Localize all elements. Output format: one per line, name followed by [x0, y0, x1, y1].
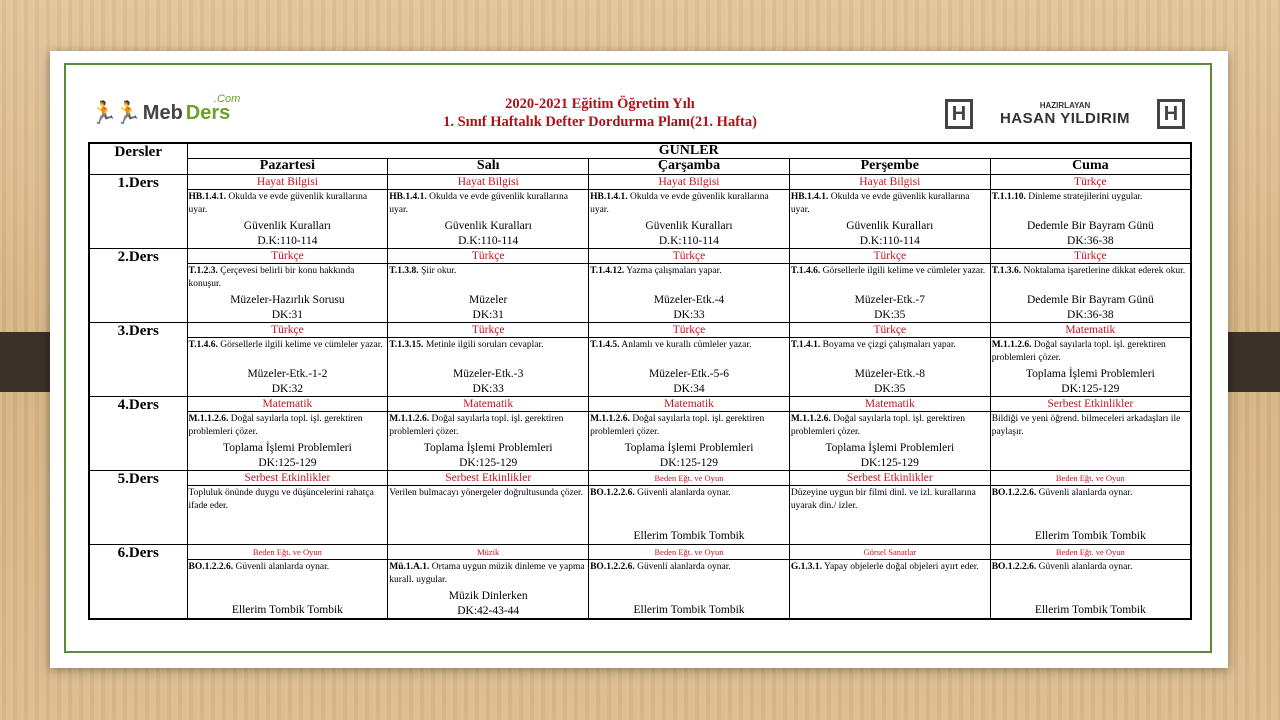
- objective-code: T.1.4.6.: [790, 266, 821, 276]
- objective-text: [188, 412, 388, 441]
- subject-label: Serbest Etkinlikler: [188, 471, 388, 486]
- topic-text: Müzik Dinlerken: [448, 590, 528, 602]
- subject-label: Matematik: [790, 397, 990, 412]
- topic-text: Toplama İşlemi Problemleri: [423, 442, 553, 454]
- objective-code: HB.1.4.1.: [389, 192, 427, 202]
- running-figures-icon: 🏃🏃: [90, 100, 139, 126]
- objective-description: Okulda ve evde güvenlik kurallarına uyar.: [188, 192, 368, 215]
- objective-description: Bildiği ve yeni öğrend. bilmeceleri arkadaşları ile paylaşır.: [991, 414, 1181, 437]
- plan-cell: [589, 175, 790, 249]
- objective-text: [991, 486, 1190, 516]
- subject-label: Matematik: [388, 397, 588, 412]
- dk-pages: DK:35: [874, 309, 906, 321]
- lesson-label: 1.Ders: [89, 175, 187, 249]
- topic-text: Müzeler-Etk.-3: [453, 368, 524, 380]
- objective-code: BO.1.2.2.6.: [590, 562, 635, 572]
- plan-cell: [789, 471, 990, 545]
- days-header: GÜNLER: [187, 143, 1191, 159]
- objective-text: [388, 412, 588, 441]
- subject-label: Hayat Bilgisi: [790, 175, 990, 190]
- subject-label: Matematik: [991, 323, 1190, 338]
- subject-label: Türkçe: [388, 249, 588, 264]
- lesson-label: 5.Ders: [89, 471, 187, 545]
- day-header: Cuma: [990, 159, 1191, 175]
- objective-code: T.1.3.8.: [389, 266, 419, 276]
- objective-text: [790, 264, 990, 293]
- plan-cell: [388, 397, 589, 471]
- dk-pages: DK:31: [472, 309, 504, 321]
- objective-code: M.1.1.2.6.: [590, 414, 630, 424]
- objective-code: T.1.4.1.: [790, 340, 821, 350]
- subject-label: Serbest Etkinlikler: [991, 397, 1190, 412]
- plan-cell: [990, 471, 1191, 545]
- objective-description: Güvenli alanlarda oynar.: [634, 562, 731, 572]
- subject-label: Beden Eğt. ve Oyun: [188, 545, 388, 560]
- objective-text: [991, 412, 1190, 442]
- plan-cell: [388, 249, 589, 323]
- topic-text: Güvenlik Kuralları: [444, 220, 532, 232]
- plan-cell: [589, 249, 790, 323]
- subject-label: Beden Eğt. ve Oyun: [991, 471, 1190, 486]
- objective-description: Yapay objelerle doğal objeleri ayırt eder.: [822, 562, 979, 572]
- lessons-header: Dersler: [89, 143, 187, 175]
- dk-pages: DK:125-129: [659, 457, 719, 469]
- objective-text: [790, 190, 990, 219]
- plan-cell: [388, 323, 589, 397]
- subject-label: Matematik: [589, 397, 789, 412]
- objective-description: Ortama uygun müzik dinleme ve yapma kurall. uygular.: [389, 562, 585, 585]
- dk-pages: DK:33: [472, 383, 504, 395]
- objective-description: Okulda ve evde güvenlik kurallarına uyar.: [790, 192, 970, 215]
- dk-pages: D.K:110-114: [257, 235, 318, 247]
- day-header: Pazartesi: [187, 159, 388, 175]
- subject-label: Matematik: [188, 397, 388, 412]
- h-mark-icon: H: [1157, 99, 1185, 129]
- subject-label: Türkçe: [790, 323, 990, 338]
- topic-text: Ellerim Tombik Tombik: [633, 530, 745, 542]
- objective-code: HB.1.4.1.: [790, 192, 829, 202]
- objective-code: T.1.2.3.: [188, 266, 218, 276]
- objective-description: Güvenli alanlarda oynar.: [233, 562, 330, 572]
- objective-description: Çerçevesi belirli bir konu hakkında konuşur.: [188, 266, 355, 289]
- objective-description: Doğal sayılarla topl. işl. gerektiren problemleri çözer.: [590, 414, 765, 437]
- plan-cell: [187, 323, 388, 397]
- subject-label: Türkçe: [589, 323, 789, 338]
- subject-label: Türkçe: [188, 249, 388, 264]
- objective-text: [790, 486, 990, 516]
- objective-description: Anlamlı ve kurallı cümleler yazar.: [619, 340, 752, 350]
- objective-text: [790, 560, 990, 590]
- plan-cell: [789, 175, 990, 249]
- objective-code: T.1.4.6.: [188, 340, 218, 350]
- objective-code: T.1.3.15.: [389, 340, 424, 350]
- plan-cell: [990, 249, 1191, 323]
- objective-description: Dinleme stratejilerini uygular.: [1025, 192, 1143, 202]
- topic-text: Dedemle Bir Bayram Günü: [1026, 220, 1154, 232]
- objective-description: Noktalama işaretlerine dikkat ederek okur.: [1021, 266, 1186, 276]
- topic-text: Toplama İşlemi Problemleri: [1025, 368, 1155, 380]
- logo-meb-text: Meb: [142, 101, 183, 124]
- subject-label: Serbest Etkinlikler: [388, 471, 588, 486]
- table-row: [89, 323, 1191, 397]
- topic-text: Müzeler-Etk.-8: [854, 368, 925, 380]
- mebders-logo: [90, 95, 256, 131]
- dk-pages: DK:34: [673, 383, 705, 395]
- table-row: [89, 545, 1191, 620]
- subject-label: Hayat Bilgisi: [388, 175, 588, 190]
- plan-cell: [187, 175, 388, 249]
- subject-label: Türkçe: [188, 323, 388, 338]
- subject-label: Türkçe: [991, 175, 1190, 190]
- subject-label: Beden Eğt. ve Oyun: [589, 471, 789, 486]
- plan-cell: [589, 397, 790, 471]
- plan-cell: [388, 175, 589, 249]
- subject-label: Hayat Bilgisi: [589, 175, 789, 190]
- objective-text: [589, 190, 789, 219]
- objective-description: Boyama ve çizgi çalışmaları yapar.: [820, 340, 956, 350]
- title-line-1: 2020-2021 Eğitim Öğretim Yılı: [505, 96, 695, 112]
- dk-pages: DK:125-129: [459, 457, 518, 469]
- day-header: Çarşamba: [589, 159, 790, 175]
- objective-code: T.1.1.10.: [991, 192, 1026, 202]
- objective-text: [991, 264, 1190, 293]
- dk-pages: DK:32: [271, 383, 304, 395]
- logo-com-text: .Com: [214, 93, 241, 105]
- subject-label: Türkçe: [388, 323, 588, 338]
- topic-text: Müzeler-Hazırlık Sorusu: [230, 294, 345, 306]
- objective-description: Güvenli alanlarda oynar.: [634, 488, 731, 498]
- topic-text: Müzeler-Etk.-7: [854, 294, 925, 306]
- slide-paper: [50, 51, 1228, 668]
- objective-text: [388, 190, 588, 219]
- dk-pages: DK:42-43-44: [457, 605, 520, 617]
- dk-pages: DK:36-38: [1067, 235, 1114, 247]
- topic-text: Müzeler-Etk.-5-6: [649, 368, 729, 380]
- lesson-label: 3.Ders: [89, 323, 187, 397]
- h-mark-icon: H: [945, 99, 973, 129]
- plan-cell: [990, 175, 1191, 249]
- plan-title: [255, 95, 945, 131]
- topic-text: Güvenlik Kuralları: [243, 220, 331, 232]
- objective-text: [991, 338, 1190, 367]
- topic-text: Müzeler-Etk.-4: [653, 294, 725, 306]
- objective-description: Görsellerle ilgili kelime ve cümleler yazar.: [820, 266, 986, 276]
- objective-code: BO.1.2.2.6.: [991, 488, 1037, 498]
- topic-text: Ellerim Tombik Tombik: [633, 604, 745, 616]
- objective-description: Şiir okur.: [418, 266, 457, 276]
- objective-description: Doğal sayılarla topl. işl. gerektiren problemleri çözer.: [991, 340, 1166, 363]
- dk-pages: D.K:110-114: [859, 235, 920, 247]
- objective-text: [388, 486, 588, 516]
- plan-cell: [990, 323, 1191, 397]
- plan-cell: [990, 545, 1191, 620]
- plan-cell: [589, 545, 790, 620]
- author-name: HASAN YILDIRIM: [999, 110, 1131, 127]
- objective-code: BO.1.2.2.6.: [590, 488, 635, 498]
- objective-code: G.1.3.1.: [790, 562, 823, 572]
- objective-description: Güvenli alanlarda oynar.: [1036, 488, 1133, 498]
- day-header: Salı: [388, 159, 589, 175]
- topic-text: Ellerim Tombik Tombik: [1034, 530, 1146, 542]
- subject-label: Türkçe: [790, 249, 990, 264]
- plan-cell: [388, 545, 589, 620]
- day-header: Perşembe: [789, 159, 990, 175]
- objective-description: Güvenli alanlarda oynar.: [1036, 562, 1133, 572]
- objective-description: Yazma çalışmaları yapar.: [624, 266, 722, 276]
- table-row: [89, 471, 1191, 545]
- topic-text: Müzeler: [469, 294, 508, 306]
- dk-pages: DK:125-129: [860, 457, 919, 469]
- subject-label: Türkçe: [589, 249, 789, 264]
- subject-label: Hayat Bilgisi: [188, 175, 388, 190]
- author-logo: [945, 95, 1185, 133]
- objective-code: HB.1.4.1.: [188, 192, 226, 202]
- author-caption: HAZIRLAYAN: [1039, 101, 1091, 110]
- objective-text: [188, 264, 388, 293]
- objective-text: [790, 412, 990, 441]
- plan-cell: [789, 249, 990, 323]
- subject-label: Müzik: [388, 545, 588, 560]
- topic-text: Dedemle Bir Bayram Günü: [1026, 294, 1154, 306]
- plan-cell: [589, 323, 790, 397]
- plan-cell: [789, 545, 990, 620]
- objective-text: [589, 338, 789, 367]
- lesson-label: 2.Ders: [89, 249, 187, 323]
- dk-pages: DK:125-129: [258, 457, 317, 469]
- lesson-label: 4.Ders: [89, 397, 187, 471]
- objective-text: [589, 486, 789, 516]
- topic-text: Müzeler-Etk.-1-2: [247, 368, 328, 380]
- objective-text: [388, 264, 588, 293]
- objective-description: Düzeyine uygun bir filmi dinl. ve izl. kurallarına uyarak din./ izler.: [790, 488, 976, 511]
- objective-code: T.1.4.12.: [590, 266, 625, 276]
- objective-text: [188, 338, 388, 367]
- objective-text: [188, 190, 388, 219]
- plan-cell: [187, 471, 388, 545]
- objective-text: [589, 412, 789, 441]
- objective-code: HB.1.4.1.: [590, 192, 628, 202]
- plan-cell: [187, 545, 388, 620]
- objective-text: [388, 560, 588, 589]
- objective-text: [991, 190, 1190, 219]
- objective-code: BO.1.2.2.6.: [188, 562, 234, 572]
- objective-code: T.1.4.5.: [590, 340, 620, 350]
- dk-pages: D.K:110-114: [458, 235, 519, 247]
- objective-text: [991, 560, 1190, 590]
- topic-text: Güvenlik Kuralları: [645, 220, 733, 232]
- title-line-2: 1. Sınıf Haftalık Defter Dordurma Planı(21. Hafta): [443, 114, 757, 130]
- dk-pages: DK:125-129: [1061, 383, 1120, 395]
- objective-text: [790, 338, 990, 367]
- dk-pages: DK:36-38: [1067, 309, 1114, 321]
- plan-cell: [187, 249, 388, 323]
- author-block: [1000, 101, 1130, 127]
- subject-label: Serbest Etkinlikler: [790, 471, 990, 486]
- topic-text: Toplama İşlemi Problemleri: [222, 442, 352, 454]
- subject-label: Görsel Sanatlar: [790, 545, 990, 560]
- plan-cell: [388, 471, 589, 545]
- objective-description: Okulda ve evde güvenlik kurallarına uyar.: [389, 192, 568, 215]
- subject-label: Beden Eğt. ve Oyun: [589, 545, 789, 560]
- objective-description: Doğal sayılarla topl. işl. gerektiren problemleri çözer.: [389, 414, 564, 437]
- logo-ders-text: Ders: [185, 101, 231, 124]
- objective-text: [589, 264, 789, 293]
- table-row: [89, 397, 1191, 471]
- objective-description: Metinle ilgili soruları cevaplar.: [423, 340, 544, 350]
- objective-code: Mü.1.A.1.: [389, 562, 430, 572]
- table-row: [89, 249, 1191, 323]
- plan-cell: [789, 323, 990, 397]
- objective-description: Topluluk önünde duygu ve düşüncelerini rahatça ifade eder.: [188, 488, 374, 511]
- dk-pages: DK:33: [673, 309, 705, 321]
- objective-description: Doğal sayılarla topl. işl. gerektiren problemleri çözer.: [188, 414, 363, 437]
- dk-pages: DK:35: [874, 383, 906, 395]
- objective-description: Okulda ve evde güvenlik kurallarına uyar.: [590, 192, 769, 215]
- topic-text: Toplama İşlemi Problemleri: [624, 442, 754, 454]
- plan-cell: [187, 397, 388, 471]
- objective-text: [188, 560, 388, 590]
- objective-text: [589, 560, 789, 590]
- objective-code: M.1.1.2.6.: [790, 414, 831, 424]
- objective-code: M.1.1.2.6.: [991, 340, 1032, 350]
- objective-code: M.1.1.2.6.: [188, 414, 229, 424]
- objective-text: [188, 486, 388, 516]
- lesson-label: 6.Ders: [89, 545, 187, 620]
- topic-text: Ellerim Tombik Tombik: [1034, 604, 1146, 616]
- objective-text: [388, 338, 588, 367]
- objective-description: Doğal sayılarla topl. işl. gerektiren problemleri çözer.: [790, 414, 966, 437]
- plan-cell: [789, 397, 990, 471]
- dk-pages: D.K:110-114: [658, 235, 720, 247]
- objective-code: M.1.1.2.6.: [389, 414, 430, 424]
- objective-code: T.1.3.6.: [991, 266, 1022, 276]
- topic-text: Toplama İşlemi Problemleri: [825, 442, 955, 454]
- table-row: [89, 175, 1191, 249]
- subject-label: Beden Eğt. ve Oyun: [991, 545, 1190, 560]
- objective-description: Görsellerle ilgili kelime ve cümleler yazar.: [217, 340, 383, 350]
- topic-text: Güvenlik Kuralları: [846, 220, 934, 232]
- objective-code: BO.1.2.2.6.: [991, 562, 1037, 572]
- topic-text: Ellerim Tombik Tombik: [231, 604, 343, 616]
- weekly-plan-table: [88, 142, 1192, 620]
- plan-cell: [589, 471, 790, 545]
- plan-cell: [990, 397, 1191, 471]
- dk-pages: DK:31: [271, 309, 304, 321]
- subject-label: Türkçe: [991, 249, 1190, 264]
- objective-description: Verilen bulmacayı yönergeler doğrultusunda çözer.: [389, 488, 584, 498]
